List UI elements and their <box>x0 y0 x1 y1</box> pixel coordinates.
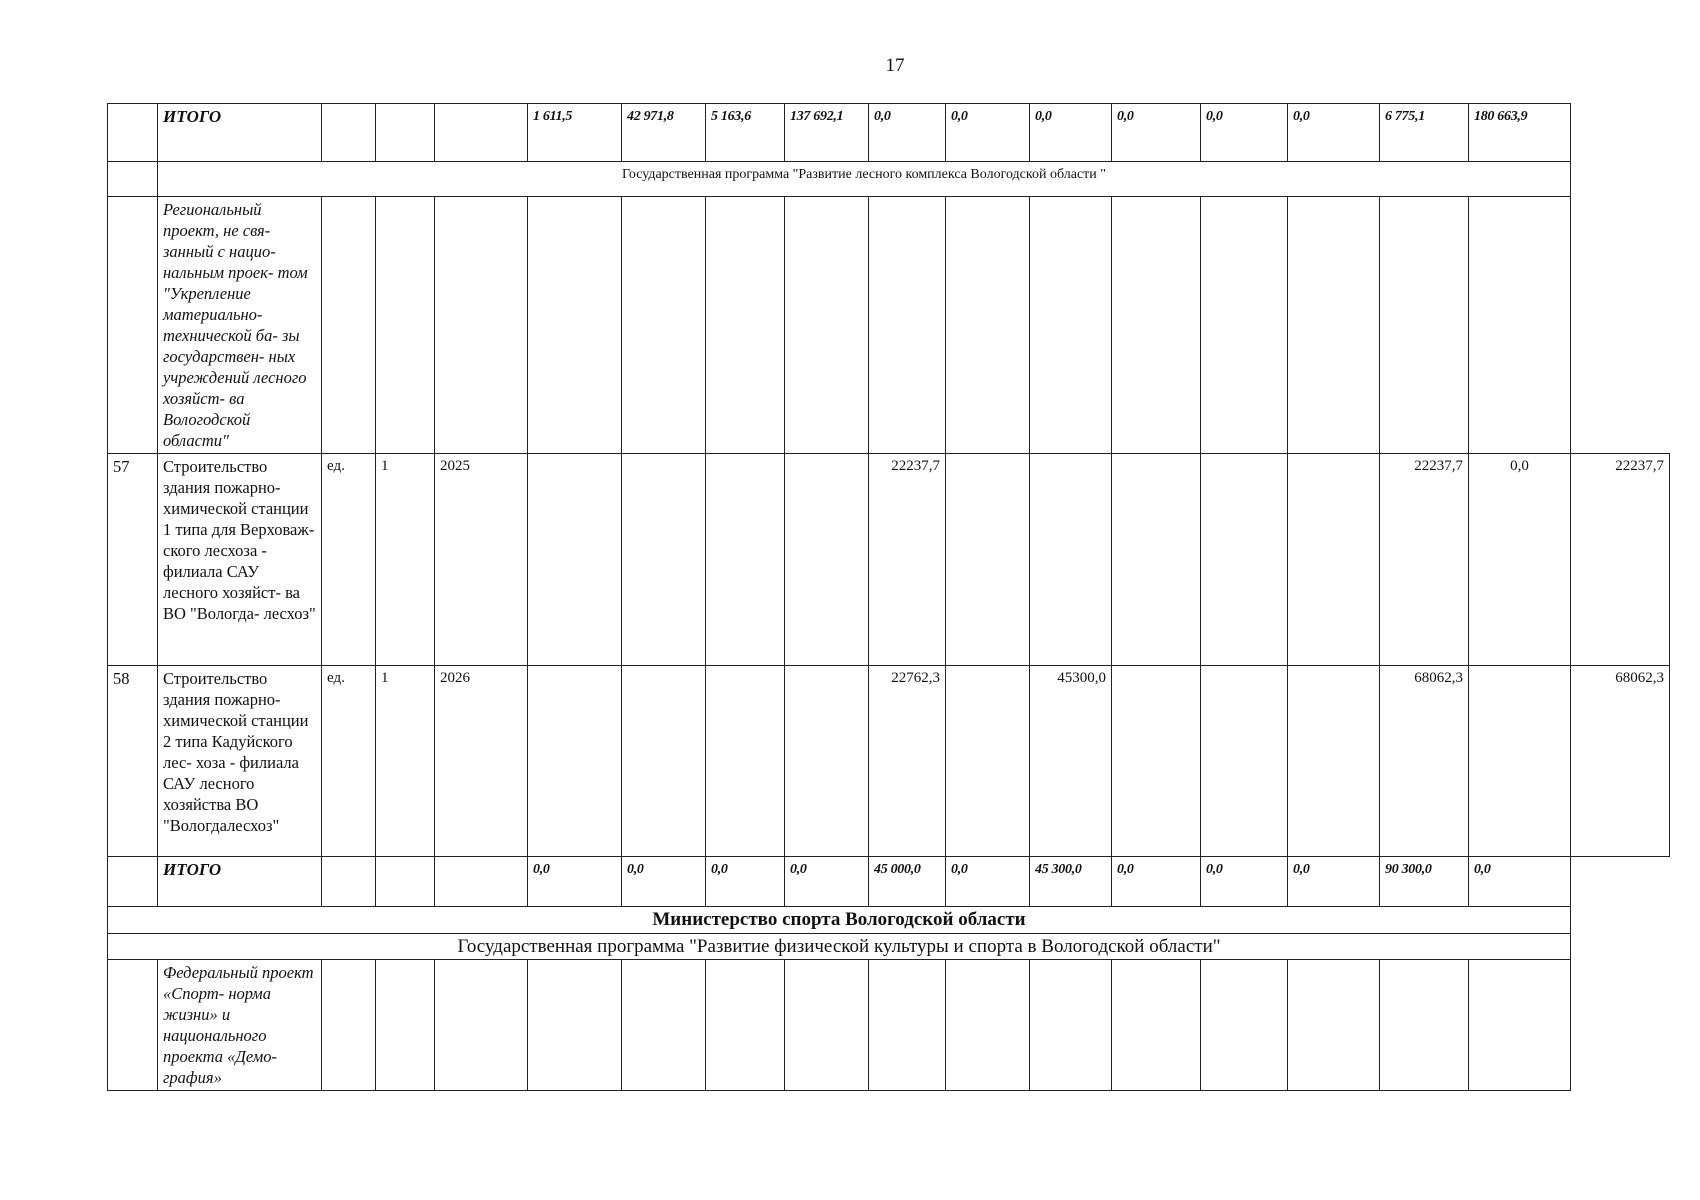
table-row <box>108 454 1670 666</box>
value-2025: 22762,3 <box>869 666 946 857</box>
total-value: 0,0 <box>1288 857 1380 907</box>
total-value: 180 663,9 <box>1469 104 1571 162</box>
total: 22237,7 <box>1571 454 1670 666</box>
budget-table <box>107 103 1670 1091</box>
total-value: 0,0 <box>528 857 622 907</box>
object-name: Строительство здания пожарно- химической станции 1 типа для Верховаж- ского лесхоза - филиала САУ лесного хозяйст- ва ВО "Вологда- лесхоз" <box>158 454 322 666</box>
total-value: 0,0 <box>1201 857 1288 907</box>
total-a: 22237,7 <box>1380 454 1469 666</box>
program-row-2 <box>108 934 1670 960</box>
unit: ед. <box>322 666 376 857</box>
project-row-1 <box>108 197 1670 454</box>
total-value: 0,0 <box>785 857 869 907</box>
value-2026: 45300,0 <box>1030 666 1112 857</box>
value-2025: 22237,7 <box>869 454 946 666</box>
program-title: Государственная программа "Развитие лесного комплекса Вологодской области " <box>158 162 1571 197</box>
row-number: 58 <box>108 666 158 857</box>
total-b <box>1469 666 1571 857</box>
quantity: 1 <box>376 666 435 857</box>
program-row-1 <box>108 162 1670 197</box>
total-label: ИТОГО <box>158 104 322 162</box>
year: 2025 <box>435 454 528 666</box>
total-value: 0,0 <box>1112 857 1201 907</box>
total-value: 45 300,0 <box>1030 857 1112 907</box>
total-label: ИТОГО <box>158 857 322 907</box>
quantity: 1 <box>376 454 435 666</box>
value-2026 <box>1030 454 1112 666</box>
total-row-1 <box>108 104 1670 162</box>
program-title: Государственная программа "Развитие физической культуры и спорта в Вологодской области" <box>108 934 1571 960</box>
total: 68062,3 <box>1571 666 1670 857</box>
total-value: 0,0 <box>1201 104 1288 162</box>
total-row-2 <box>108 857 1670 907</box>
page-number: 17 <box>885 55 905 76</box>
project-row-2 <box>108 960 1670 1091</box>
total-a: 68062,3 <box>1380 666 1469 857</box>
total-value: 0,0 <box>946 104 1030 162</box>
total-value: 0,0 <box>622 857 706 907</box>
project-title: Федеральный проект «Спорт- норма жизни» и национального проекта «Демо- графия» <box>158 960 322 1091</box>
ministry-title: Министерство спорта Вологодской области <box>108 907 1571 934</box>
total-value: 0,0 <box>1288 104 1380 162</box>
total-value: 0,0 <box>1112 104 1201 162</box>
unit: ед. <box>322 454 376 666</box>
ministry-row <box>108 907 1670 934</box>
total-value: 90 300,0 <box>1380 857 1469 907</box>
total-value: 1 611,5 <box>528 104 622 162</box>
total-value: 5 163,6 <box>706 104 785 162</box>
year: 2026 <box>435 666 528 857</box>
total-value: 42 971,8 <box>622 104 706 162</box>
total-value: 0,0 <box>946 857 1030 907</box>
row-number: 57 <box>108 454 158 666</box>
object-name: Строительство здания пожарно- химической станции 2 типа Кадуйского лес- хоза - филиала САУ лесного хозяйства ВО "Вологдалесхоз" <box>158 666 322 857</box>
total-value: 0,0 <box>1030 104 1112 162</box>
table-row <box>108 666 1670 857</box>
total-value: 0,0 <box>706 857 785 907</box>
total-value: 137 692,1 <box>785 104 869 162</box>
project-title: Региональный проект, не свя- занный с нацио- нальным проек- том "Укрепление материально- технической ба- зы государствен- ных учреждений лесного хозяйст- ва Вологодской области" <box>158 197 322 454</box>
total-value: 0,0 <box>1469 857 1571 907</box>
total-value: 0,0 <box>869 104 946 162</box>
total-value: 45 000,0 <box>869 857 946 907</box>
total-value: 6 775,1 <box>1380 104 1469 162</box>
num-cell <box>108 104 158 162</box>
total-b: 0,0 <box>1469 454 1571 666</box>
